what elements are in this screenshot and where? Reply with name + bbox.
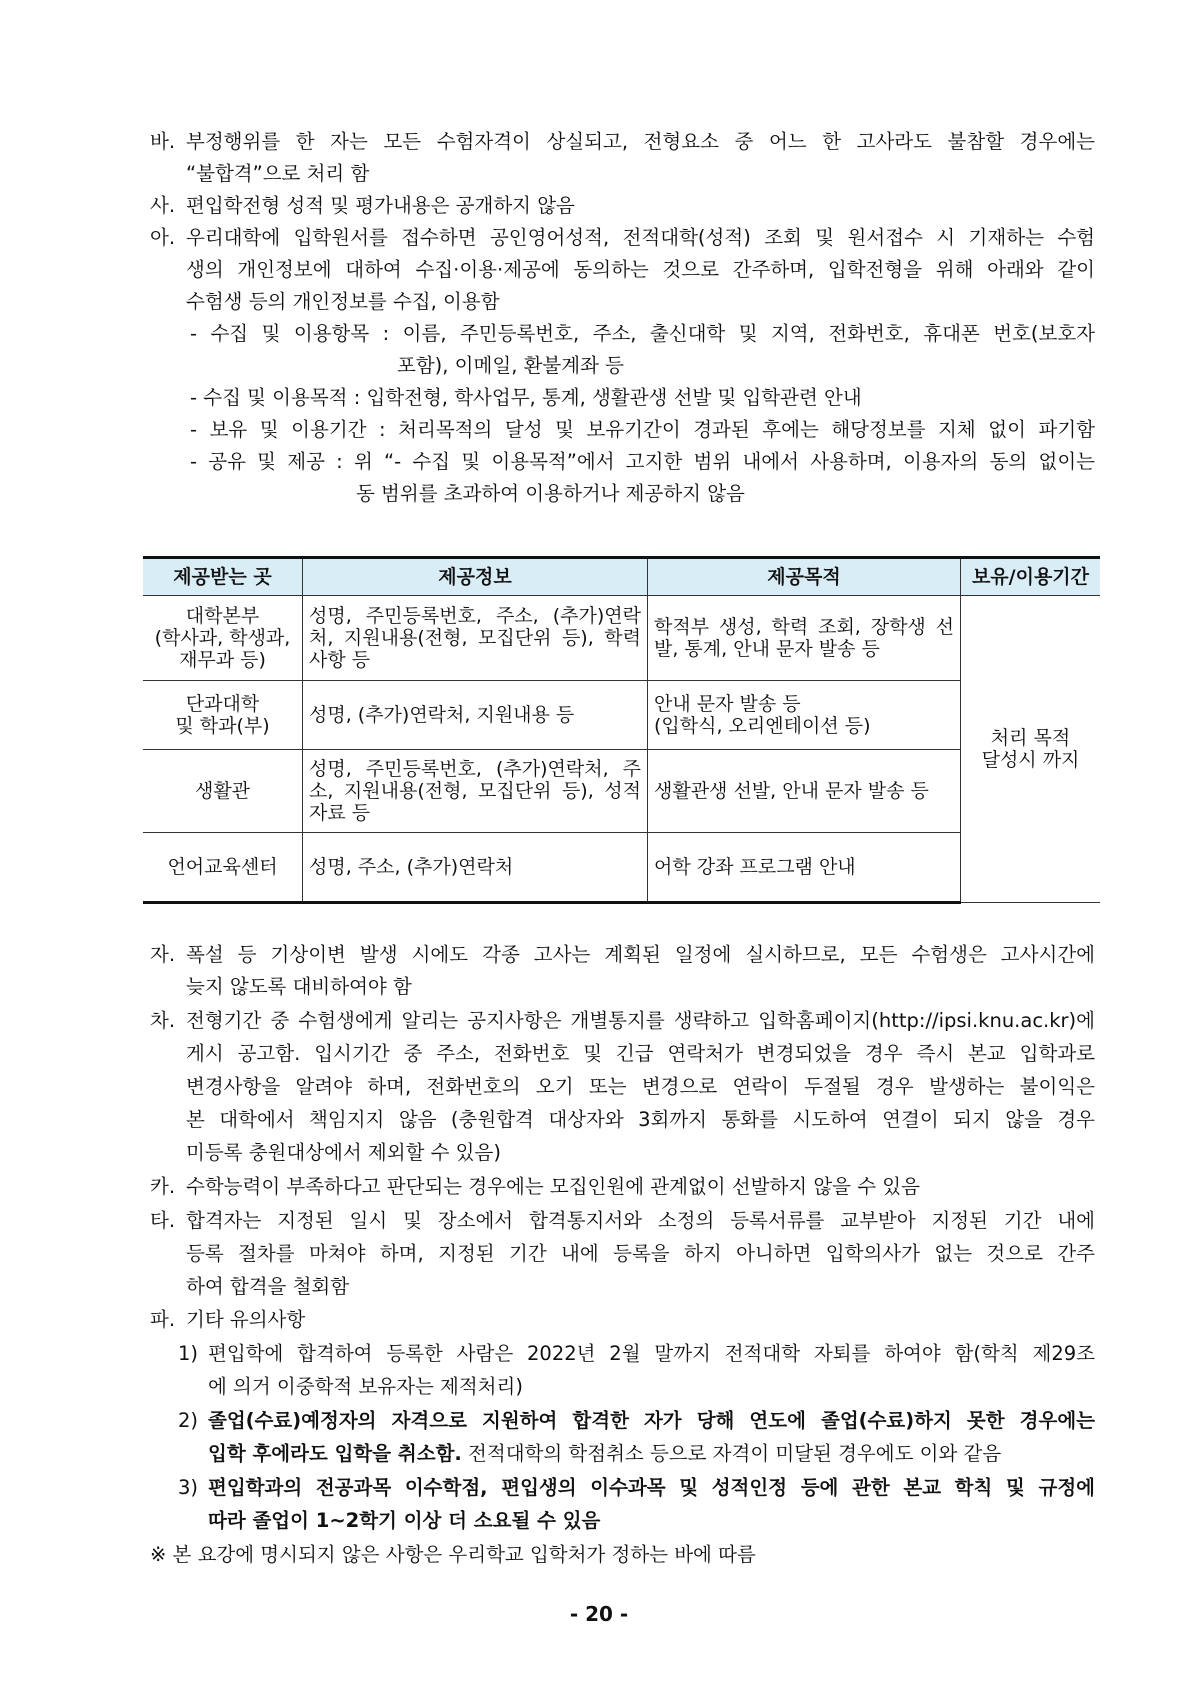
- privacy-sharing-line-2: 동 범위를 초과하여 이용하거나 제공하지 않음: [356, 482, 745, 505]
- item-ta-line-1: 타. 합격자는 지정된 일시 및 장소에서 합격통지서와 소정의 등록서류를 교부받아 지정된 기간 내에: [150, 1206, 1095, 1236]
- footnote: ※ 본 요강에 명시되지 않은 사항은 우리학교 입학처가 정하는 바에 따름: [150, 1543, 756, 1566]
- header-purpose: 제공목적: [648, 558, 961, 596]
- item-cha-line-4: 본 대학에서 책임지지 않음 (충원합격 대상자와 3회까지 통화를 시도하여 연결이 되지 않을 경우: [186, 1108, 1095, 1131]
- item-pa-line-1: 파. 기타 유의사항: [150, 1305, 1095, 1335]
- item-cha-line-3: 변경사항을 알려야 하며, 전화번호의 오기 또는 변경으로 연락이 두절될 경우 발생하는 불이익은: [186, 1075, 1095, 1098]
- note-1-line-1: 1) 편입학에 합격하여 등록한 사람은 2022년 2월 말까지 전적대학 자퇴를 하여야 함(학칙 제29조: [178, 1339, 1095, 1369]
- item-marker: 아.: [150, 226, 176, 249]
- cell-info: 성명, 주소, (추가)연락처: [303, 833, 648, 903]
- note-1-line-2: 에 의거 이중학적 보유자는 제적처리): [208, 1375, 523, 1398]
- note-3-line-2: 따라 졸업이 1~2학기 이상 더 소요될 수 있음: [208, 1509, 601, 1532]
- privacy-period-line: - 보유 및 이용기간 : 처리목적의 달성 및 보유기간이 경과된 후에는 해당정보를 지체 없이 파기함: [190, 418, 1095, 441]
- table-row: [143, 681, 1100, 750]
- item-a-line-2: 생의 개인정보에 대하여 수집·이용·제공에 동의하는 것으로 간주하며, 입학전형을 위해 아래와 같이: [186, 258, 1095, 281]
- item-ba-line-1: 바. 부정행위를 한 자는 모든 수험자격이 상실되고, 전형요소 중 어느 한 고사라도 불참할 경우에는: [150, 127, 1095, 157]
- item-marker: 차.: [150, 1009, 176, 1032]
- item-marker: 파.: [150, 1308, 176, 1331]
- info-sharing-table: [143, 556, 1100, 904]
- cell-info: 성명, (추가)연락처, 지원내용 등: [303, 681, 648, 750]
- item-ta-line-3: 하여 합격을 철회함: [186, 1275, 350, 1298]
- table-header-row: [143, 558, 1100, 596]
- privacy-items-line-2: 포함), 이메일, 환불계좌 등: [397, 354, 624, 377]
- item-ta-line-2: 등록 절차를 마쳐야 하며, 지정된 기간 내에 등록을 하지 아니하면 입학의사가 없는 것으로 간주: [186, 1242, 1095, 1265]
- cell-purpose: 어학 강좌 프로그램 안내: [648, 833, 961, 903]
- item-sa-line-1: 사. 편입학전형 성적 및 평가내용은 공개하지 않음: [150, 191, 1095, 221]
- item-ja-line-2: 늦지 않도록 대비하여야 함: [186, 975, 412, 998]
- table-row: [143, 750, 1100, 833]
- cell-recipient: 대학본부 (학사과, 학생과, 재무과 등): [143, 596, 303, 681]
- note-number: 3): [178, 1476, 199, 1499]
- item-a-line-3: 수험생 등의 개인정보를 수집, 이용함: [186, 290, 500, 313]
- privacy-items-line-1: - 수집 및 이용항목 : 이름, 주민등록번호, 주소, 출신대학 및 지역, 전화번호, 휴대폰 번호(보호자: [190, 322, 1095, 345]
- cell-purpose: 학적부 생성, 학력 조회, 장학생 선발, 통계, 안내 문자 발송 등: [648, 596, 961, 681]
- note-2-line-2: 입학 후에라도 입학을 취소함. 전적대학의 학점취소 등으로 자격이 미달된 경우에도 이와 같음: [208, 1442, 1002, 1465]
- item-marker: 사.: [150, 194, 176, 217]
- item-a-line-1: 아. 우리대학에 입학원서를 접수하면 공인영어성적, 전적대학(성적) 조회 및 원서접수 시 기재하는 수험: [150, 223, 1095, 253]
- item-cha-line-2: 게시 공고함. 입시기간 중 주소, 전화번호 및 긴급 연락처가 변경되었을 경우 즉시 본교 입학과로: [186, 1042, 1095, 1065]
- cell-info: 성명, 주민등록번호, (추가)연락처, 주소, 지원내용(전형, 모집단위 등), 성적자료 등: [303, 750, 648, 833]
- cell-period: 처리 목적 달성시 까지: [961, 596, 1101, 903]
- item-marker: 카.: [150, 1175, 176, 1198]
- cell-recipient: 생활관: [143, 750, 303, 833]
- cell-recipient: 단과대학 및 학과(부): [143, 681, 303, 750]
- item-cha-line-5: 미등록 충원대상에서 제외할 수 있음): [186, 1141, 501, 1164]
- header-info: 제공정보: [303, 558, 648, 596]
- header-period: 보유/이용기간: [961, 558, 1101, 596]
- header-recipient: 제공받는 곳: [143, 558, 303, 596]
- cell-purpose: 생활관생 선발, 안내 문자 발송 등: [648, 750, 961, 833]
- note-number: 1): [178, 1342, 199, 1365]
- item-marker: 타.: [150, 1209, 176, 1232]
- item-ba-line-2: “불합격”으로 처리 함: [186, 162, 370, 185]
- item-ja-line-1: 자. 폭설 등 기상이변 발생 시에도 각종 고사는 계획된 일정에 실시하므로, 모든 수험생은 고사시간에: [150, 940, 1095, 970]
- cell-purpose: 안내 문자 발송 등 (입학식, 오리엔테이션 등): [648, 681, 961, 750]
- page-number: - 20 -: [569, 1602, 629, 1626]
- item-cha-line-1: 차. 전형기간 중 수험생에게 알리는 공지사항은 개별통지를 생략하고 입학홈페이지(http://ipsi.knu.ac.kr)에: [150, 1006, 1095, 1036]
- cell-info: 성명, 주민등록번호, 주소, (추가)연락처, 지원내용(전형, 모집단위 등), 학력사항 등: [303, 596, 648, 681]
- table-row: [143, 596, 1100, 681]
- table-row: [143, 833, 1100, 903]
- privacy-sharing-line-1: - 공유 및 제공 : 위 “- 수집 및 이용목적”에서 고지한 범위 내에서 사용하며, 이용자의 동의 없이는: [190, 450, 1095, 473]
- item-marker: 자.: [150, 943, 176, 966]
- cell-recipient: 언어교육센터: [143, 833, 303, 903]
- note-number: 2): [178, 1409, 199, 1432]
- privacy-purpose-line: - 수집 및 이용목적 : 입학전형, 학사업무, 통계, 생활관생 선발 및 입학관련 안내: [190, 386, 862, 409]
- item-ka-line-1: 카. 수학능력이 부족하다고 판단되는 경우에는 모집인원에 관계없이 선발하지 않을 수 있음: [150, 1172, 1095, 1202]
- item-marker: 바.: [150, 130, 176, 153]
- note-2-line-1: 2) 졸업(수료)예정자의 자격으로 지원하여 합격한 자가 당해 연도에 졸업(수료)하지 못한 경우에는: [178, 1406, 1095, 1436]
- note-3-line-1: 3) 편입학과의 전공과목 이수학점, 편입생의 이수과목 및 성적인정 등에 관한 본교 학칙 및 규정에: [178, 1473, 1095, 1503]
